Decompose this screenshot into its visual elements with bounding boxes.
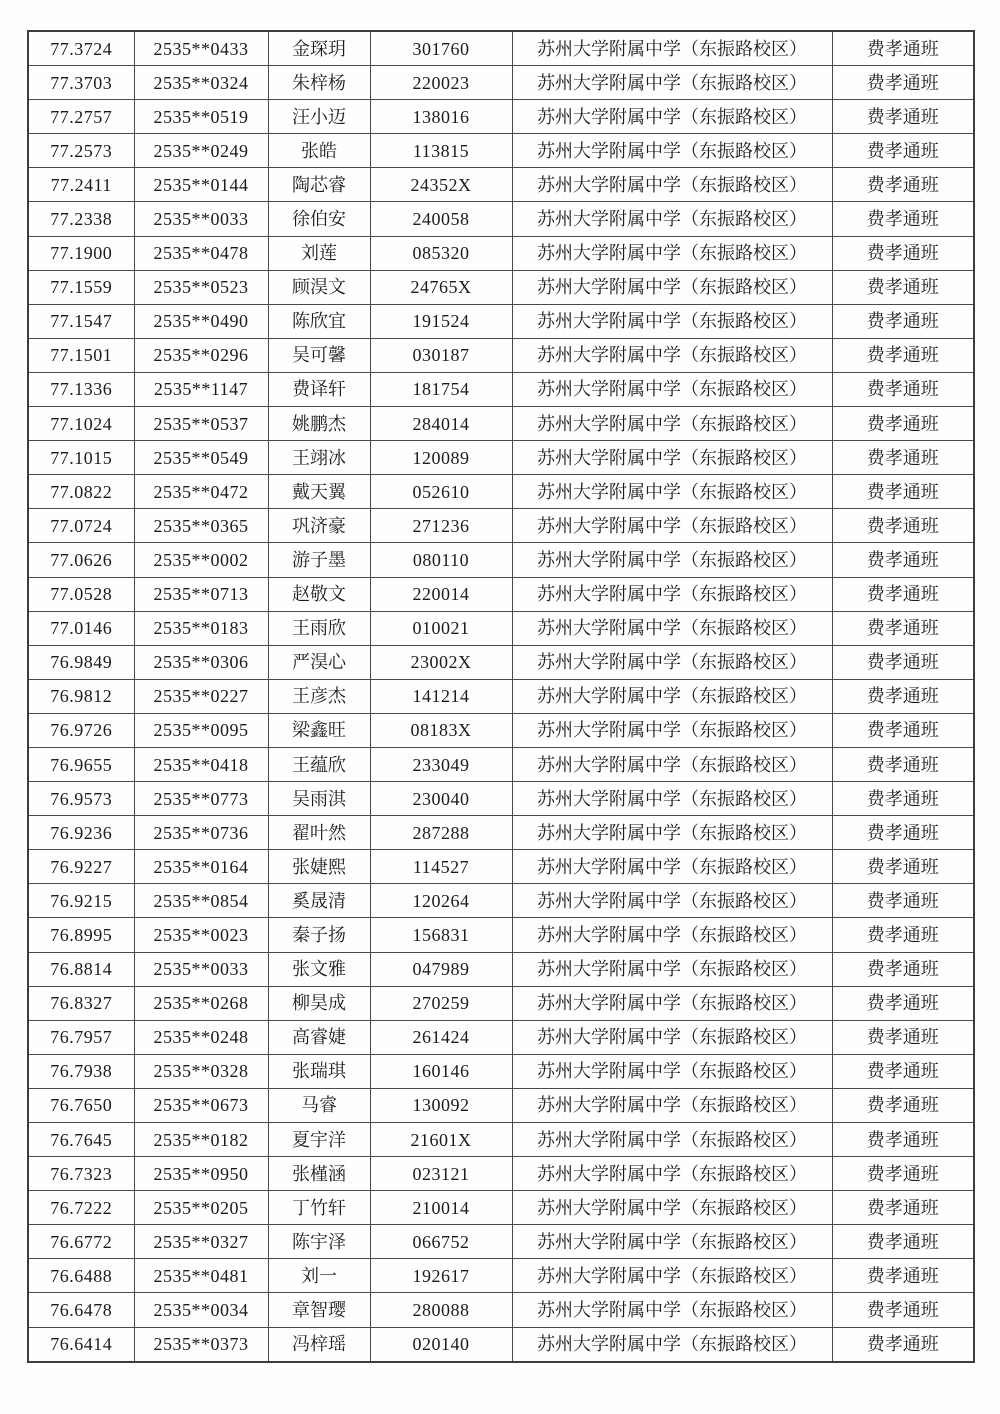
number-cell: 080110: [370, 543, 512, 577]
score-cell: 77.3703: [28, 66, 134, 100]
school-cell: 苏州大学附属中学（东振路校区）: [512, 645, 832, 679]
score-cell: 76.9655: [28, 747, 134, 781]
school-cell: 苏州大学附属中学（东振路校区）: [512, 100, 832, 134]
class-cell: 费孝通班: [832, 747, 974, 781]
score-cell: 77.2411: [28, 168, 134, 202]
student-name-cell: 刘莲: [268, 236, 370, 270]
number-cell: 280088: [370, 1293, 512, 1327]
score-cell: 76.7957: [28, 1020, 134, 1054]
school-cell: 苏州大学附属中学（东振路校区）: [512, 1293, 832, 1327]
score-cell: 76.8995: [28, 918, 134, 952]
class-cell: 费孝通班: [832, 1225, 974, 1259]
class-cell: 费孝通班: [832, 816, 974, 850]
masked-id-cell: 2535**0034: [134, 1293, 268, 1327]
class-cell: 费孝通班: [832, 304, 974, 338]
score-cell: 76.9812: [28, 679, 134, 713]
score-cell: 77.1015: [28, 441, 134, 475]
student-name-cell: 刘一: [268, 1259, 370, 1293]
school-cell: 苏州大学附属中学（东振路校区）: [512, 202, 832, 236]
table-row: [28, 66, 974, 100]
score-cell: 76.9573: [28, 782, 134, 816]
score-cell: 76.8327: [28, 986, 134, 1020]
score-cell: 77.1336: [28, 372, 134, 406]
school-cell: 苏州大学附属中学（东振路校区）: [512, 372, 832, 406]
school-cell: 苏州大学附属中学（东振路校区）: [512, 1191, 832, 1225]
masked-id-cell: 2535**0328: [134, 1054, 268, 1088]
class-cell: 费孝通班: [832, 1327, 974, 1362]
masked-id-cell: 2535**0713: [134, 577, 268, 611]
number-cell: 113815: [370, 134, 512, 168]
score-cell: 77.1501: [28, 338, 134, 372]
score-cell: 77.2757: [28, 100, 134, 134]
number-cell: 023121: [370, 1157, 512, 1191]
school-cell: 苏州大学附属中学（东振路校区）: [512, 338, 832, 372]
number-cell: 08183X: [370, 713, 512, 747]
table-row: [28, 645, 974, 679]
masked-id-cell: 2535**0478: [134, 236, 268, 270]
table-row: [28, 1225, 974, 1259]
school-cell: 苏州大学附属中学（东振路校区）: [512, 441, 832, 475]
student-name-cell: 吴雨淇: [268, 782, 370, 816]
student-name-cell: 秦子扬: [268, 918, 370, 952]
school-cell: 苏州大学附属中学（东振路校区）: [512, 1020, 832, 1054]
score-cell: 76.7222: [28, 1191, 134, 1225]
masked-id-cell: 2535**0950: [134, 1157, 268, 1191]
number-cell: 052610: [370, 475, 512, 509]
number-cell: 287288: [370, 816, 512, 850]
masked-id-cell: 2535**0227: [134, 679, 268, 713]
table-row: [28, 577, 974, 611]
masked-id-cell: 2535**0773: [134, 782, 268, 816]
table-row: [28, 747, 974, 781]
class-cell: 费孝通班: [832, 1259, 974, 1293]
masked-id-cell: 2535**0033: [134, 202, 268, 236]
class-cell: 费孝通班: [832, 270, 974, 304]
table-row: [28, 407, 974, 441]
masked-id-cell: 2535**0418: [134, 747, 268, 781]
student-name-cell: 王翊冰: [268, 441, 370, 475]
class-cell: 费孝通班: [832, 509, 974, 543]
score-cell: 77.0528: [28, 577, 134, 611]
score-cell: 76.8814: [28, 952, 134, 986]
table-row: [28, 713, 974, 747]
student-name-cell: 柳昊成: [268, 986, 370, 1020]
student-name-cell: 金琛玥: [268, 31, 370, 66]
table-row: [28, 1293, 974, 1327]
school-cell: 苏州大学附属中学（东振路校区）: [512, 611, 832, 645]
class-cell: 费孝通班: [832, 645, 974, 679]
score-cell: 76.9236: [28, 816, 134, 850]
student-name-cell: 冯梓瑶: [268, 1327, 370, 1362]
student-name-cell: 翟叶然: [268, 816, 370, 850]
student-name-cell: 王彦杰: [268, 679, 370, 713]
table-row: [28, 270, 974, 304]
school-cell: 苏州大学附属中学（东振路校区）: [512, 1259, 832, 1293]
class-cell: 费孝通班: [832, 952, 974, 986]
table-row: [28, 850, 974, 884]
student-name-cell: 陈欣宜: [268, 304, 370, 338]
score-cell: 77.1547: [28, 304, 134, 338]
student-name-cell: 夏宇洋: [268, 1123, 370, 1157]
school-cell: 苏州大学附属中学（东振路校区）: [512, 952, 832, 986]
class-cell: 费孝通班: [832, 1191, 974, 1225]
student-name-cell: 张瑞琪: [268, 1054, 370, 1088]
number-cell: 230040: [370, 782, 512, 816]
table-row: [28, 986, 974, 1020]
masked-id-cell: 2535**0144: [134, 168, 268, 202]
school-cell: 苏州大学附属中学（东振路校区）: [512, 509, 832, 543]
school-cell: 苏州大学附属中学（东振路校区）: [512, 1054, 832, 1088]
score-cell: 76.7650: [28, 1088, 134, 1122]
class-cell: 费孝通班: [832, 884, 974, 918]
school-cell: 苏州大学附属中学（东振路校区）: [512, 475, 832, 509]
student-name-cell: 张皓: [268, 134, 370, 168]
table-row: [28, 509, 974, 543]
score-cell: 77.2338: [28, 202, 134, 236]
table-row: [28, 1191, 974, 1225]
number-cell: 114527: [370, 850, 512, 884]
masked-id-cell: 2535**0490: [134, 304, 268, 338]
student-name-cell: 王蕴欣: [268, 747, 370, 781]
score-cell: 77.0146: [28, 611, 134, 645]
table-row: [28, 134, 974, 168]
score-cell: 76.7323: [28, 1157, 134, 1191]
masked-id-cell: 2535**1147: [134, 372, 268, 406]
masked-id-cell: 2535**0306: [134, 645, 268, 679]
school-cell: 苏州大学附属中学（东振路校区）: [512, 884, 832, 918]
number-cell: 138016: [370, 100, 512, 134]
student-name-cell: 顾淏文: [268, 270, 370, 304]
table-row: [28, 1020, 974, 1054]
number-cell: 220014: [370, 577, 512, 611]
score-cell: 76.7938: [28, 1054, 134, 1088]
score-table: [27, 30, 975, 1363]
masked-id-cell: 2535**0736: [134, 816, 268, 850]
student-name-cell: 陶芯睿: [268, 168, 370, 202]
masked-id-cell: 2535**0296: [134, 338, 268, 372]
school-cell: 苏州大学附属中学（东振路校区）: [512, 747, 832, 781]
class-cell: 费孝通班: [832, 679, 974, 713]
number-cell: 271236: [370, 509, 512, 543]
number-cell: 047989: [370, 952, 512, 986]
school-cell: 苏州大学附属中学（东振路校区）: [512, 1088, 832, 1122]
score-cell: 77.3724: [28, 31, 134, 66]
masked-id-cell: 2535**0002: [134, 543, 268, 577]
masked-id-cell: 2535**0183: [134, 611, 268, 645]
number-cell: 030187: [370, 338, 512, 372]
student-name-cell: 梁鑫旺: [268, 713, 370, 747]
student-name-cell: 徐伯安: [268, 202, 370, 236]
number-cell: 24352X: [370, 168, 512, 202]
table-row: [28, 168, 974, 202]
number-cell: 21601X: [370, 1123, 512, 1157]
number-cell: 24765X: [370, 270, 512, 304]
class-cell: 费孝通班: [832, 1054, 974, 1088]
score-cell: 76.6478: [28, 1293, 134, 1327]
table-row: [28, 816, 974, 850]
number-cell: 23002X: [370, 645, 512, 679]
class-cell: 费孝通班: [832, 1088, 974, 1122]
score-cell: 76.9215: [28, 884, 134, 918]
score-cell: 76.9227: [28, 850, 134, 884]
table-row: [28, 31, 974, 66]
school-cell: 苏州大学附属中学（东振路校区）: [512, 918, 832, 952]
class-cell: 费孝通班: [832, 372, 974, 406]
masked-id-cell: 2535**0537: [134, 407, 268, 441]
student-name-cell: 马睿: [268, 1088, 370, 1122]
masked-id-cell: 2535**0365: [134, 509, 268, 543]
table-row: [28, 475, 974, 509]
number-cell: 270259: [370, 986, 512, 1020]
masked-id-cell: 2535**0023: [134, 918, 268, 952]
number-cell: 220023: [370, 66, 512, 100]
masked-id-cell: 2535**0519: [134, 100, 268, 134]
score-cell: 77.0724: [28, 509, 134, 543]
class-cell: 费孝通班: [832, 611, 974, 645]
number-cell: 156831: [370, 918, 512, 952]
student-name-cell: 费译轩: [268, 372, 370, 406]
table-row: [28, 543, 974, 577]
table-row: [28, 1327, 974, 1362]
school-cell: 苏州大学附属中学（东振路校区）: [512, 134, 832, 168]
student-name-cell: 戴天翼: [268, 475, 370, 509]
score-cell: 76.6772: [28, 1225, 134, 1259]
masked-id-cell: 2535**0205: [134, 1191, 268, 1225]
masked-id-cell: 2535**0854: [134, 884, 268, 918]
masked-id-cell: 2535**0673: [134, 1088, 268, 1122]
student-name-cell: 章智璎: [268, 1293, 370, 1327]
student-name-cell: 巩济豪: [268, 509, 370, 543]
class-cell: 费孝通班: [832, 1020, 974, 1054]
number-cell: 210014: [370, 1191, 512, 1225]
number-cell: 066752: [370, 1225, 512, 1259]
number-cell: 261424: [370, 1020, 512, 1054]
school-cell: 苏州大学附属中学（东振路校区）: [512, 679, 832, 713]
student-name-cell: 奚晟清: [268, 884, 370, 918]
school-cell: 苏州大学附属中学（东振路校区）: [512, 270, 832, 304]
class-cell: 费孝通班: [832, 236, 974, 270]
class-cell: 费孝通班: [832, 1123, 974, 1157]
masked-id-cell: 2535**0549: [134, 441, 268, 475]
student-name-cell: 吴可馨: [268, 338, 370, 372]
student-name-cell: 严淏心: [268, 645, 370, 679]
score-cell: 76.6488: [28, 1259, 134, 1293]
masked-id-cell: 2535**0164: [134, 850, 268, 884]
class-cell: 费孝通班: [832, 986, 974, 1020]
school-cell: 苏州大学附属中学（东振路校区）: [512, 713, 832, 747]
table-row: [28, 679, 974, 713]
table-row: [28, 611, 974, 645]
masked-id-cell: 2535**0249: [134, 134, 268, 168]
class-cell: 费孝通班: [832, 338, 974, 372]
score-table-body: [28, 31, 974, 1362]
school-cell: 苏州大学附属中学（东振路校区）: [512, 1225, 832, 1259]
number-cell: 130092: [370, 1088, 512, 1122]
class-cell: 费孝通班: [832, 66, 974, 100]
table-row: [28, 918, 974, 952]
score-cell: 77.0626: [28, 543, 134, 577]
school-cell: 苏州大学附属中学（东振路校区）: [512, 986, 832, 1020]
number-cell: 181754: [370, 372, 512, 406]
score-cell: 77.1559: [28, 270, 134, 304]
student-name-cell: 汪小迈: [268, 100, 370, 134]
school-cell: 苏州大学附属中学（东振路校区）: [512, 31, 832, 66]
masked-id-cell: 2535**0182: [134, 1123, 268, 1157]
score-cell: 77.2573: [28, 134, 134, 168]
student-name-cell: 张槿涵: [268, 1157, 370, 1191]
class-cell: 费孝通班: [832, 134, 974, 168]
class-cell: 费孝通班: [832, 168, 974, 202]
class-cell: 费孝通班: [832, 918, 974, 952]
school-cell: 苏州大学附属中学（东振路校区）: [512, 1327, 832, 1362]
number-cell: 301760: [370, 31, 512, 66]
student-name-cell: 游子墨: [268, 543, 370, 577]
number-cell: 120089: [370, 441, 512, 475]
number-cell: 141214: [370, 679, 512, 713]
score-cell: 77.0822: [28, 475, 134, 509]
masked-id-cell: 2535**0248: [134, 1020, 268, 1054]
student-name-cell: 朱梓杨: [268, 66, 370, 100]
student-name-cell: 丁竹轩: [268, 1191, 370, 1225]
class-cell: 费孝通班: [832, 850, 974, 884]
school-cell: 苏州大学附属中学（东振路校区）: [512, 407, 832, 441]
class-cell: 费孝通班: [832, 441, 974, 475]
score-cell: 76.9726: [28, 713, 134, 747]
class-cell: 费孝通班: [832, 31, 974, 66]
masked-id-cell: 2535**0373: [134, 1327, 268, 1362]
school-cell: 苏州大学附属中学（东振路校区）: [512, 66, 832, 100]
score-cell: 76.7645: [28, 1123, 134, 1157]
number-cell: 192617: [370, 1259, 512, 1293]
number-cell: 284014: [370, 407, 512, 441]
school-cell: 苏州大学附属中学（东振路校区）: [512, 850, 832, 884]
table-row: [28, 884, 974, 918]
number-cell: 010021: [370, 611, 512, 645]
masked-id-cell: 2535**0327: [134, 1225, 268, 1259]
school-cell: 苏州大学附属中学（东振路校区）: [512, 1157, 832, 1191]
school-cell: 苏州大学附属中学（东振路校区）: [512, 168, 832, 202]
table-row: [28, 782, 974, 816]
table-row: [28, 100, 974, 134]
school-cell: 苏州大学附属中学（东振路校区）: [512, 816, 832, 850]
table-row: [28, 304, 974, 338]
class-cell: 费孝通班: [832, 543, 974, 577]
masked-id-cell: 2535**0472: [134, 475, 268, 509]
table-row: [28, 952, 974, 986]
table-row: [28, 338, 974, 372]
number-cell: 085320: [370, 236, 512, 270]
student-name-cell: 姚鹏杰: [268, 407, 370, 441]
class-cell: 费孝通班: [832, 1293, 974, 1327]
number-cell: 191524: [370, 304, 512, 338]
masked-id-cell: 2535**0324: [134, 66, 268, 100]
class-cell: 费孝通班: [832, 577, 974, 611]
class-cell: 费孝通班: [832, 1157, 974, 1191]
masked-id-cell: 2535**0095: [134, 713, 268, 747]
school-cell: 苏州大学附属中学（东振路校区）: [512, 1123, 832, 1157]
masked-id-cell: 2535**0033: [134, 952, 268, 986]
score-cell: 77.1024: [28, 407, 134, 441]
class-cell: 费孝通班: [832, 407, 974, 441]
masked-id-cell: 2535**0523: [134, 270, 268, 304]
number-cell: 233049: [370, 747, 512, 781]
number-cell: 240058: [370, 202, 512, 236]
masked-id-cell: 2535**0433: [134, 31, 268, 66]
number-cell: 160146: [370, 1054, 512, 1088]
masked-id-cell: 2535**0481: [134, 1259, 268, 1293]
student-name-cell: 高睿婕: [268, 1020, 370, 1054]
table-row: [28, 1054, 974, 1088]
school-cell: 苏州大学附属中学（东振路校区）: [512, 543, 832, 577]
score-cell: 76.6414: [28, 1327, 134, 1362]
student-name-cell: 王雨欣: [268, 611, 370, 645]
table-row: [28, 1088, 974, 1122]
school-cell: 苏州大学附属中学（东振路校区）: [512, 782, 832, 816]
class-cell: 费孝通班: [832, 782, 974, 816]
number-cell: 120264: [370, 884, 512, 918]
table-row: [28, 372, 974, 406]
table-row: [28, 1123, 974, 1157]
school-cell: 苏州大学附属中学（东振路校区）: [512, 236, 832, 270]
student-name-cell: 赵敬文: [268, 577, 370, 611]
class-cell: 费孝通班: [832, 713, 974, 747]
class-cell: 费孝通班: [832, 100, 974, 134]
class-cell: 费孝通班: [832, 202, 974, 236]
score-cell: 77.1900: [28, 236, 134, 270]
student-name-cell: 张文雅: [268, 952, 370, 986]
number-cell: 020140: [370, 1327, 512, 1362]
score-cell: 76.9849: [28, 645, 134, 679]
table-row: [28, 1157, 974, 1191]
masked-id-cell: 2535**0268: [134, 986, 268, 1020]
student-name-cell: 陈宇泽: [268, 1225, 370, 1259]
table-row: [28, 236, 974, 270]
table-row: [28, 441, 974, 475]
table-row: [28, 202, 974, 236]
school-cell: 苏州大学附属中学（东振路校区）: [512, 304, 832, 338]
student-name-cell: 张婕熙: [268, 850, 370, 884]
class-cell: 费孝通班: [832, 475, 974, 509]
table-row: [28, 1259, 974, 1293]
school-cell: 苏州大学附属中学（东振路校区）: [512, 577, 832, 611]
